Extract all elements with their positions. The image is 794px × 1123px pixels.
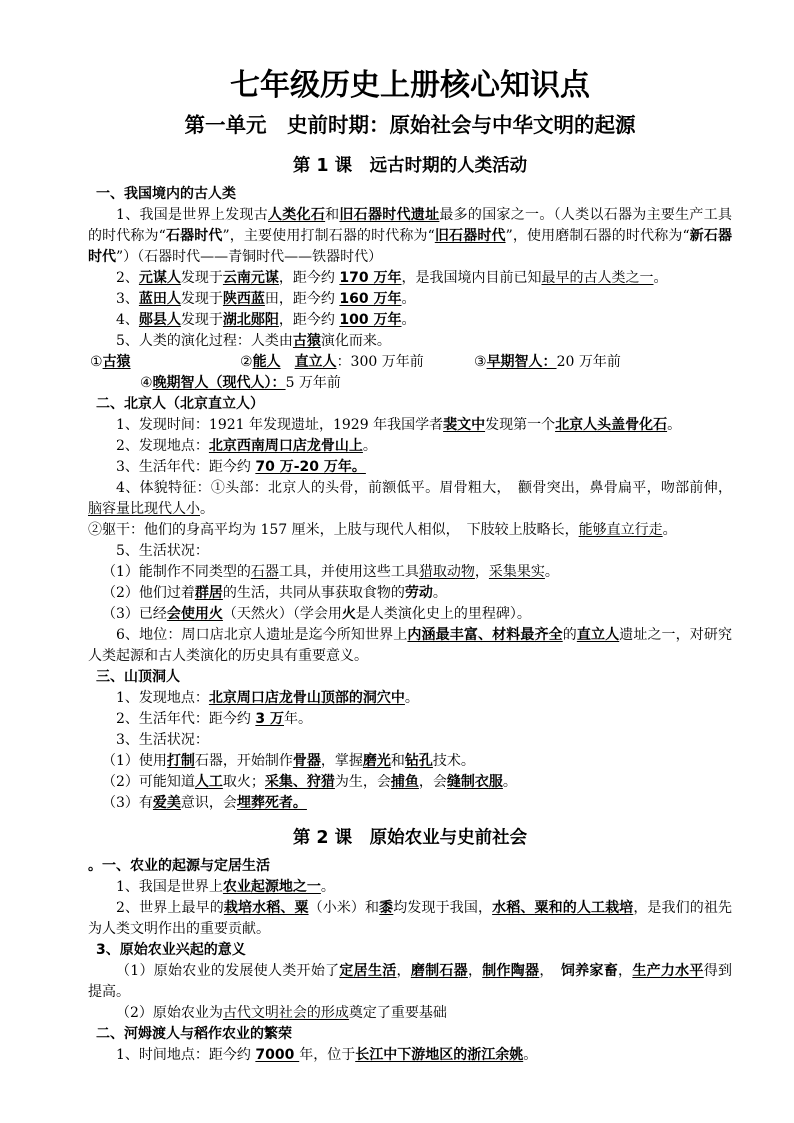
peking-features-head: 4、体貌特征：①头部：北京人的头骨，前额低平。眉骨粗大， 颧骨突出，鼻骨扁平，吻部前伸，脑容量比现代人小。 xyxy=(88,480,732,517)
para-1: 1、我国是世界上发现古人类化石和旧石器时代遗址最多的国家之一。（人类以石器为主要生产工具的时代称为“石器时代”，主要使用打制石器的时代称为“旧石器时代”，使用磨制石器的时代称为“新石器时代”）（石器时代——青铜时代——铁器时代） xyxy=(88,207,733,265)
peking-discovery-place: 2、发现地点：北京西南周口店龙骨山上。 xyxy=(116,438,377,454)
agri-para-1: 1、我国是世界上农业起源地之一。 xyxy=(116,879,335,895)
para-5: 5、人类的演化过程：人类由古猿演化而来。 xyxy=(116,333,391,349)
hemudu-para-1: 1、时间地点：距今约 7000 年，位于长江中下游地区的浙江余姚。 xyxy=(116,1047,538,1063)
section-upper-cave-man: 三、山顶洞人 xyxy=(96,669,180,685)
unit-heading: 第一单元 史前时期：原始社会与中华文明的起源 xyxy=(184,113,636,137)
peking-life-title: 5、生活状况： xyxy=(116,543,209,559)
peking-life-2: （2）他们过着群居的生活，共同从事获取食物的劳动。 xyxy=(102,585,447,601)
section-hemudu: 二、河姆渡人与稻作农业的繁荣 xyxy=(96,1026,292,1042)
evolution-stages-row xyxy=(88,352,732,373)
cave-life-2: （2）可能知道人工取火；采集、狩猎为生，会捕鱼，会缝制衣服。 xyxy=(102,774,517,790)
section-ancient-humans: 一、我国境内的古人类 xyxy=(96,186,236,202)
lesson-1-heading: 第 1 课 远古时期的人类活动 xyxy=(292,156,528,176)
cave-era: 2、生活年代：距今约 3 万年。 xyxy=(116,711,312,727)
document-title: 七年级历史上册核心知识点 xyxy=(230,68,590,103)
agri-significance-1: （1）原始农业的发展使人类开始了定居生活，磨制石器，制作陶器， 饲养家畜，生产力水平得到提高。 xyxy=(88,963,732,1000)
peking-era: 3、生活年代：距今约 70 万-20 万年。 xyxy=(116,459,366,475)
agri-para-2: 2、世界上最早的栽培水稻、粟（小米）和黍均发现于我国，水稻、粟和的人工栽培，是我们的祖先为人类文明作出的重要贡献。 xyxy=(88,900,733,937)
section-agriculture-significance: 3、原始农业兴起的意义 xyxy=(96,942,246,958)
stage-4: ④晚期智人（现代人）：5 万年前 xyxy=(140,375,341,391)
section-peking-man: 二、北京人（北京直立人） xyxy=(96,396,264,412)
cave-place: 1、发现地点：北京周口店龙骨山顶部的洞穴中。 xyxy=(116,690,419,706)
peking-discovery-time: 1、发现时间：1921 年发现遗址，1929 年我国学者裴文中发现第一个北京人头盖骨化石。 xyxy=(116,417,682,433)
stage-2: ②能人 直立人：300 万年前 xyxy=(240,354,424,370)
para-2: 2、元谋人发现于云南元谋，距今约 170 万年，是我国境内目前已知最早的古人类之一。 xyxy=(116,270,668,286)
agri-significance-2: （2）原始农业为古代文明社会的形成奠定了重要基础 xyxy=(116,1005,447,1021)
section-agriculture-origin: 。一、农业的起源与定居生活 xyxy=(88,858,270,874)
peking-life-3: （3）已经会使用火（天然火）（学会用火是人类演化史上的里程碑）。 xyxy=(102,606,531,622)
document-page xyxy=(88,64,732,1066)
cave-life-title: 3、生活状况： xyxy=(116,732,209,748)
cave-life-1: （1）使用打制石器，开始制作骨器，掌握磨光和钻孔技术。 xyxy=(102,753,475,769)
peking-status: 6、地位：周口店北京人遗址是迄今所知世界上内涵最丰富、材料最齐全的直立人遗址之一，对研究人类起源和古人类演化的历史具有重要意义。 xyxy=(88,627,733,664)
lesson-2-heading: 第 2 课 原始农业与史前社会 xyxy=(292,828,528,848)
stage-3: ③早期智人：20 万年前 xyxy=(474,354,621,370)
stage-1: ①古猿 xyxy=(90,354,131,370)
peking-features-body: ②躯干：他们的身高平均为 157 厘米，上肢与现代人相似， 下肢较上肢略长，能够直立行走。 xyxy=(88,522,677,538)
cave-life-3: （3）有爱美意识，会埋葬死者。 xyxy=(102,795,307,811)
para-4: 4、郧县人发现于湖北郧阳，距今约 100 万年。 xyxy=(116,312,416,328)
para-3: 3、蓝田人发现于陕西蓝田，距今约 160 万年。 xyxy=(116,291,416,307)
peking-life-1: （1）能制作不同类型的石器工具，并使用这些工具猎取动物，采集果实。 xyxy=(102,564,559,580)
